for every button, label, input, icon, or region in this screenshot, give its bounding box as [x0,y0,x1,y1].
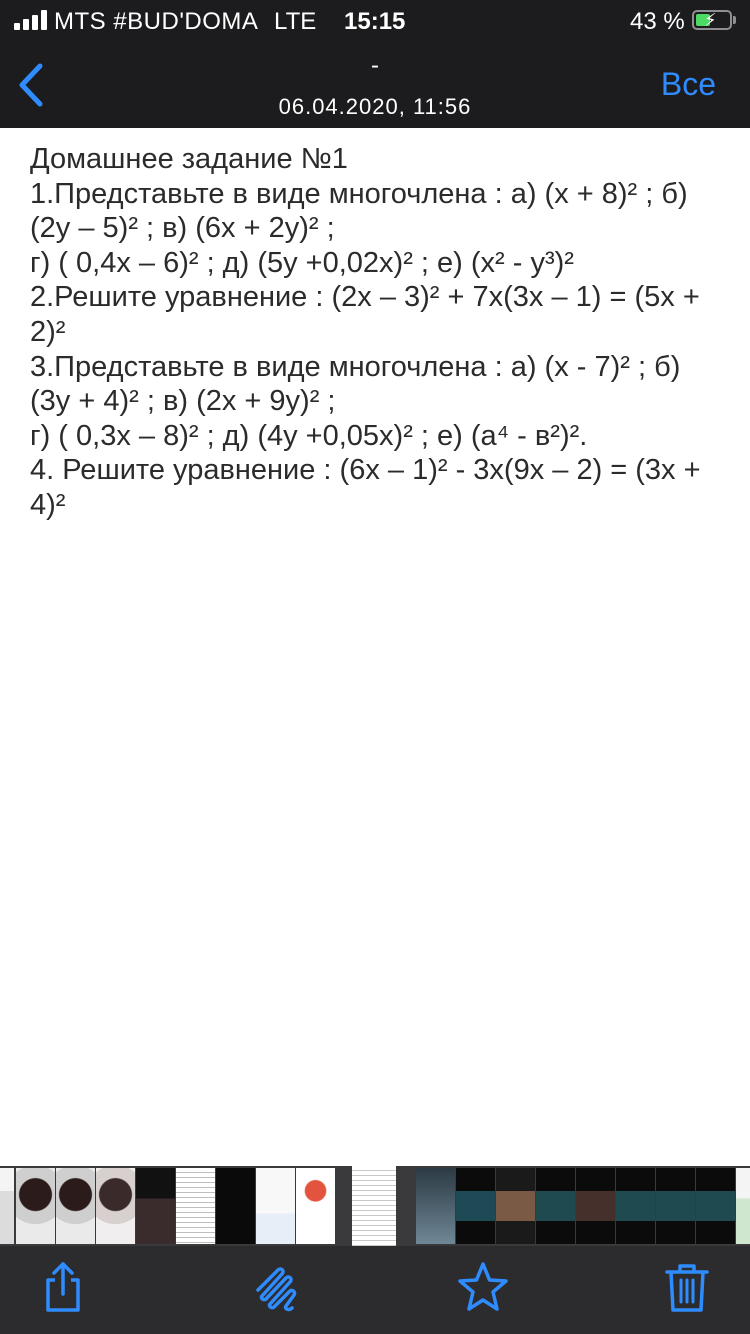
thumbnail[interactable] [256,1168,295,1244]
thumbnail[interactable] [616,1168,655,1244]
document-line: 1.Представьте в виде многочлена : а) (х + 8)² ; б) [30,177,688,210]
navigation-bar [0,42,750,128]
photo-view[interactable] [0,128,750,1166]
share-button[interactable] [38,1260,88,1316]
thumbnail[interactable] [136,1168,175,1244]
photo-date: 06.04.2020, 11:56 [278,94,472,119]
thumbnail[interactable] [536,1168,575,1244]
battery-icon [692,10,732,30]
signal-strength-icon [14,10,48,30]
trash-icon [662,1260,712,1316]
charging-bolt-icon: ⚡ [704,10,717,30]
thumbnail[interactable] [736,1168,750,1244]
document-line: 2)² [30,315,66,348]
battery-percent: 43 % [630,8,685,35]
star-icon [456,1260,510,1316]
document-line: 4)² [30,488,66,521]
homework-text [30,142,730,523]
thumbnail[interactable] [496,1168,535,1244]
document-line: г) ( 0,4х – 6)² ; д) (5у +0,02х)² ; е) (х² - у³)² [30,246,574,279]
thumbnail[interactable] [456,1168,495,1244]
document-line: (2у – 5)² ; в) (6х + 2у)² ; [30,212,335,245]
markup-icon [254,1260,304,1316]
share-icon [38,1260,88,1316]
markup-button[interactable] [254,1260,304,1316]
photo-title: - [371,52,379,79]
thumbnail[interactable] [416,1168,455,1244]
document-line: 3.Представьте в виде многочлена : а) (х - 7)² ; б) [30,350,681,383]
all-photos-button[interactable]: Все [660,66,716,102]
document-line: Домашнее задание №1 [30,143,348,175]
battery-terminal [733,16,736,24]
thumbnail-selected[interactable] [352,1166,396,1246]
thumbnail[interactable] [216,1168,255,1244]
thumbnail[interactable] [176,1168,215,1244]
document-line: 2.Решите уравнение : (2х – 3)² + 7х(3х – 1) = (5х + [30,281,700,314]
status-time: 15:15 [344,8,406,35]
document-line: 4. Решите уравнение : (6х – 1)² - 3х(9х – 2) = (3х + [30,454,701,487]
thumbnail[interactable] [96,1168,135,1244]
delete-button[interactable] [662,1260,712,1316]
carrier-name: MTS #BUD'DOMA [54,8,259,35]
thumbnail[interactable] [296,1168,335,1244]
thumbnail[interactable] [56,1168,95,1244]
thumbnail[interactable] [696,1168,735,1244]
thumbnail[interactable] [656,1168,695,1244]
thumbnail-strip[interactable] [0,1166,750,1246]
thumbnail[interactable] [576,1168,615,1244]
document-line: г) ( 0,3х – 8)² ; д) (4у +0,05х)² ; е) (а⁴ - в²)². [30,419,588,452]
favorite-button[interactable] [456,1260,506,1316]
thumbnail[interactable] [0,1168,14,1244]
bottom-toolbar [0,1246,750,1334]
thumbnail[interactable] [16,1168,55,1244]
network-type: LTE [274,8,317,35]
status-bar [0,0,750,42]
document-line: (3у + 4)² ; в) (2х + 9у)² ; [30,385,336,418]
